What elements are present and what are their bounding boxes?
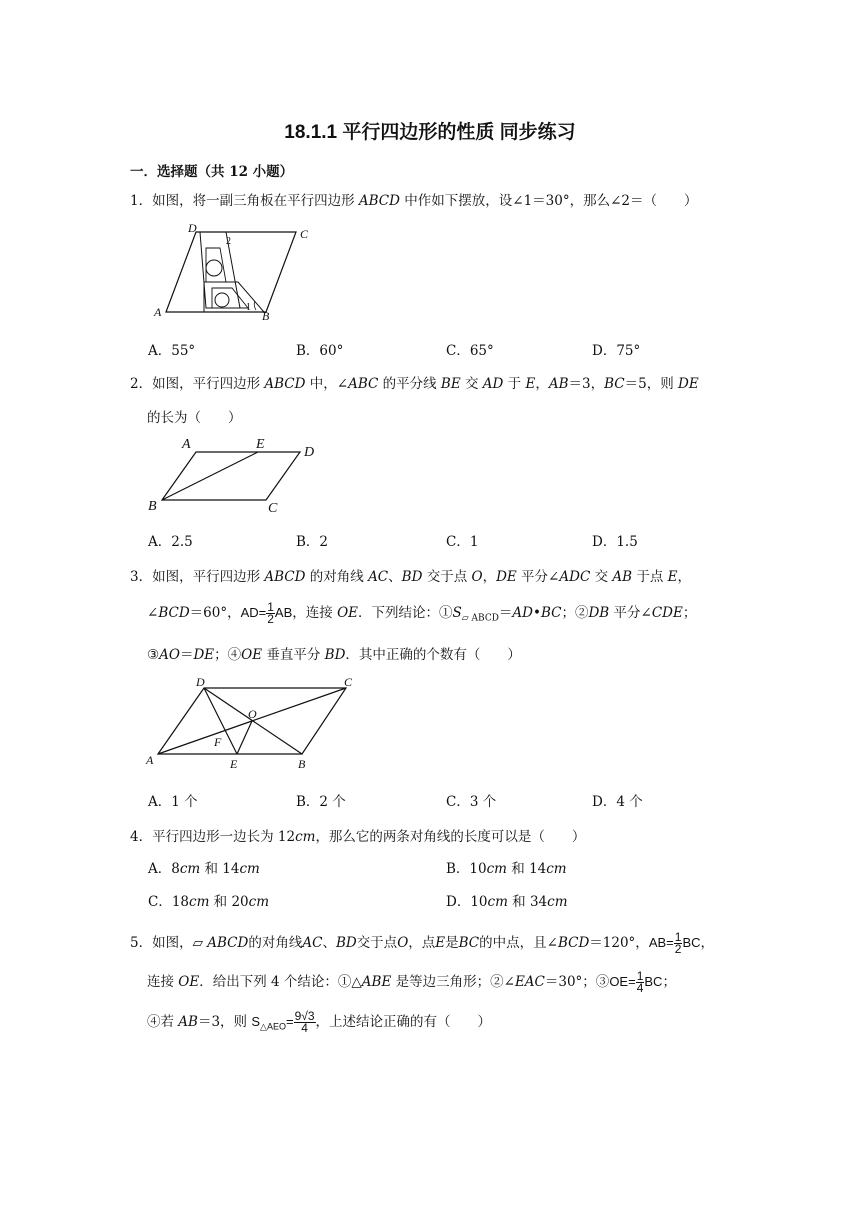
q2-option-b[interactable]: B．2 xyxy=(296,534,329,550)
q1-option-c[interactable]: C．65° xyxy=(446,343,494,359)
q1-text-a: 1．如图，将一副三角板在平行四边形 xyxy=(130,193,359,209)
q2-label-b: B xyxy=(148,499,157,514)
q1-label-c: C xyxy=(300,227,309,241)
q3-option-b[interactable]: B．2 个 xyxy=(296,794,346,810)
q4-option-d[interactable]: D．10cm 和 34cm xyxy=(446,894,568,910)
q3-option-d[interactable]: D．4 个 xyxy=(592,794,643,810)
question-1 xyxy=(130,184,740,218)
q1-abcd: ABCD xyxy=(358,193,400,209)
q1-option-b[interactable]: B．60° xyxy=(296,343,344,359)
q1-label-1: 1 xyxy=(246,302,251,313)
q3-label-c: C xyxy=(344,675,353,689)
q1-option-d[interactable]: D．75° xyxy=(592,343,641,359)
question-5: 5．如图，▱ ABCD的对角线AC、BD交于点O，点E是BC的中点，且∠BCD＝120°，AB= $\frac{1}{2}$ BC， 连接 OE．给出下列 4 个结论：①△ABE 是等边三角形；②∠EAC＝30°；③OE= $\frac{1}{4}$ BC； ④若 AB＝3，则 $S_{\triangle AEO}=$ $\frac{9√3}{4}$ ，上述结论正确的有（ ） xyxy=(130,930,714,1035)
q2-label-c: C xyxy=(268,501,278,516)
q3-option-c[interactable]: C．3 个 xyxy=(446,794,497,810)
q2-option-c[interactable]: C．1 xyxy=(446,534,479,550)
q2-line2: 的长为（ ） xyxy=(147,410,242,426)
q4-option-c[interactable]: C．18cm 和 20cm xyxy=(148,894,270,910)
q2-option-a[interactable]: A．2.5 xyxy=(148,534,193,550)
q1-label-2: 2 xyxy=(226,236,231,247)
page-title: 18.1.1 平行四边形的性质 同步练习 xyxy=(284,122,576,143)
q1-label-d: D xyxy=(188,222,197,235)
q2-label-a: A xyxy=(182,437,191,452)
q1-figure xyxy=(148,222,318,322)
q2-figure xyxy=(140,432,330,518)
q3-label-o: O xyxy=(248,707,257,721)
q3-label-d: D xyxy=(196,675,205,689)
q3-figure xyxy=(144,674,364,774)
q1-label-b: B xyxy=(262,309,270,322)
section-heading: 一．选择题（共 12 小题） xyxy=(130,164,294,180)
question-3: 3．如图，平行四边形 ABCD 的对角线 AC、BD 交于点 O，DE 平分∠ADC 交 AB 于点 E， ∠BCD＝60°，AD= $\frac{1}{2}$ AB，连接 OE．下列结论：$①S_{▱ ABCD}=AD•BC$；②DB 平分∠CDE； ③AO＝DE；④OE 垂直平分 BD．其中正确的个数有（ ） xyxy=(130,569,697,663)
q2-label-d: D xyxy=(304,445,315,460)
q4-option-b[interactable]: B．10cm 和 14cm xyxy=(446,861,567,877)
q3-label-a: A xyxy=(146,753,154,767)
question-2: 2．如图，平行四边形 ABCD 中，∠ABC 的平分线 BE 交 AD 于 E，AB＝3，BC＝5，则 DE 的长为（ ） xyxy=(130,367,740,435)
q1-label-a: A xyxy=(154,305,162,319)
q2-label-e: E xyxy=(256,437,265,452)
question-4: 4．平行四边形一边长为 12cm，那么它的两条对角线的长度可以是（ ） xyxy=(130,829,586,845)
q4-option-a[interactable]: A．8cm 和 14cm xyxy=(148,861,260,877)
q3-label-b: B xyxy=(298,757,306,771)
q3-label-e: E xyxy=(230,757,238,771)
q3-option-a[interactable]: A．1 个 xyxy=(148,794,198,810)
q1-option-a[interactable]: A．55° xyxy=(148,343,196,359)
q2-option-d[interactable]: D．1.5 xyxy=(592,534,638,550)
q3-label-f: F xyxy=(214,735,222,749)
q1-text-b: 中作如下摆放，设∠1＝30°，那么∠2＝（ ） xyxy=(399,193,698,209)
